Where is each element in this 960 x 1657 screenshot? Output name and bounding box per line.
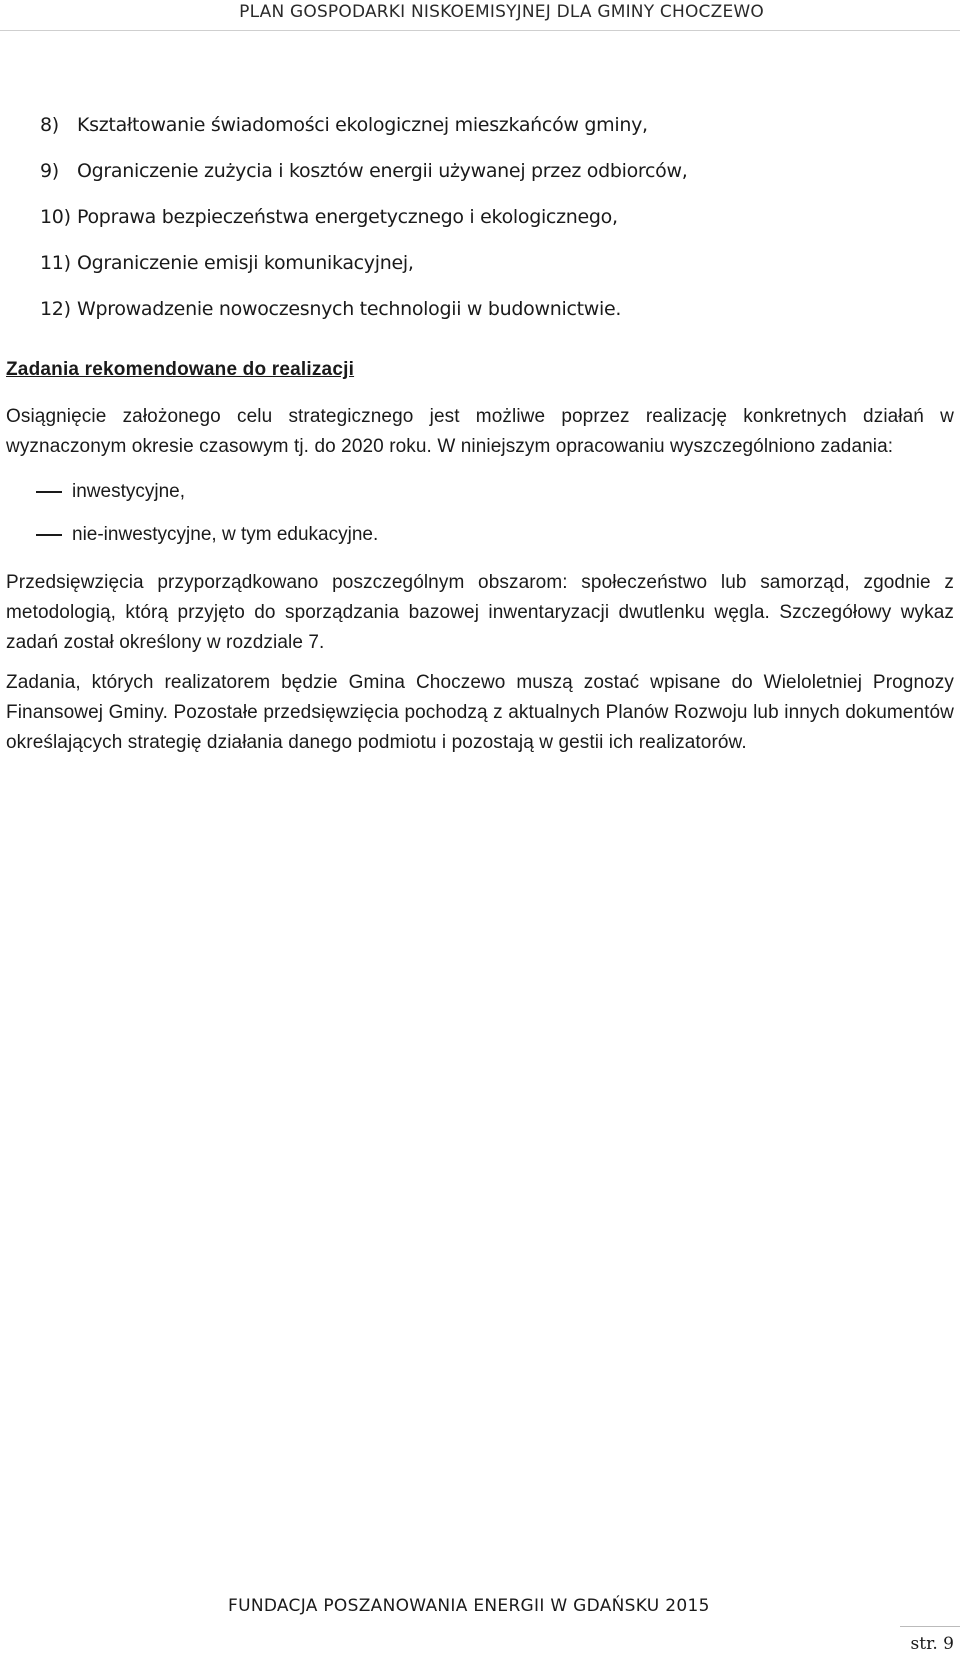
list-item xyxy=(40,294,954,340)
numbered-list xyxy=(40,110,954,340)
list-number: 8) xyxy=(40,114,59,136)
list-number: 10) xyxy=(40,206,71,228)
intro-paragraph: Osiągnięcie założonego celu strategicznego jest możliwe poprzez realizację konkretnych działań w wyznaczonym okresie czasowym tj. do 2020 roku. W niniejszym opracowaniu wyszczególniono zadania: xyxy=(6,406,954,457)
list-text: Ograniczenie zużycia i kosztów energii używanej przez odbiorców, xyxy=(77,160,688,182)
implementation-paragraph: Zadania, których realizatorem będzie Gmina Choczewo muszą zostać wpisane do Wieloletniej Prognozy Finansowej Gminy. Pozostałe przedsięwzięcia pochodzą z aktualnych Planów Rozwoju lub innych dokumentów określających strategię działania danego podmiotu i pozostają w gestii ich realizatorów. xyxy=(6,672,954,753)
list-number: 12) xyxy=(40,298,71,320)
dash-list xyxy=(6,470,954,556)
footer-organization: FUNDACJA POSZANOWANIA ENERGII W GDAŃSKU 2015 xyxy=(228,1596,710,1616)
dash-bullet xyxy=(36,534,62,536)
dash-item-text: nie-inwestycyjne, w tym edukacyjne. xyxy=(72,524,379,545)
list-text: Wprowadzenie nowoczesnych technologii w budownictwie. xyxy=(77,298,622,320)
document-title: PLAN GOSPODARKI NISKOEMISYJNEJ DLA GMINY CHOCZEWO xyxy=(239,2,764,22)
list-text: Kształtowanie świadomości ekologicznej mieszkańców gminy, xyxy=(77,114,648,136)
section-heading: Zadania rekomendowane do realizacji xyxy=(6,359,355,380)
dash-list-item xyxy=(6,513,954,556)
page-number-divider xyxy=(900,1626,960,1627)
list-item xyxy=(40,156,954,202)
list-item xyxy=(40,248,954,294)
page-header xyxy=(0,0,960,31)
page-content xyxy=(6,110,954,758)
list-item xyxy=(40,202,954,248)
list-text: Poprawa bezpieczeństwa energetycznego i ekologicznego, xyxy=(77,206,618,228)
projects-paragraph: Przedsięwzięcia przyporządkowano poszczególnym obszarom: społeczeństwo lub samorząd, zgodnie z metodologią, którą przyjęto do sporządzania bazowej inwentaryzacji dwutlenku węgla. Szczegółowy wykaz zadań został określony w rozdziale 7. xyxy=(6,572,954,653)
page-number: str. 9 xyxy=(910,1634,954,1654)
list-text: Ograniczenie emisji komunikacyjnej, xyxy=(77,252,414,274)
dash-list-item xyxy=(6,470,954,513)
list-number: 9) xyxy=(40,160,59,182)
list-number: 11) xyxy=(40,252,71,274)
dash-item-text: inwestycyjne, xyxy=(72,481,185,502)
dash-bullet xyxy=(36,491,62,493)
list-item xyxy=(40,110,954,156)
